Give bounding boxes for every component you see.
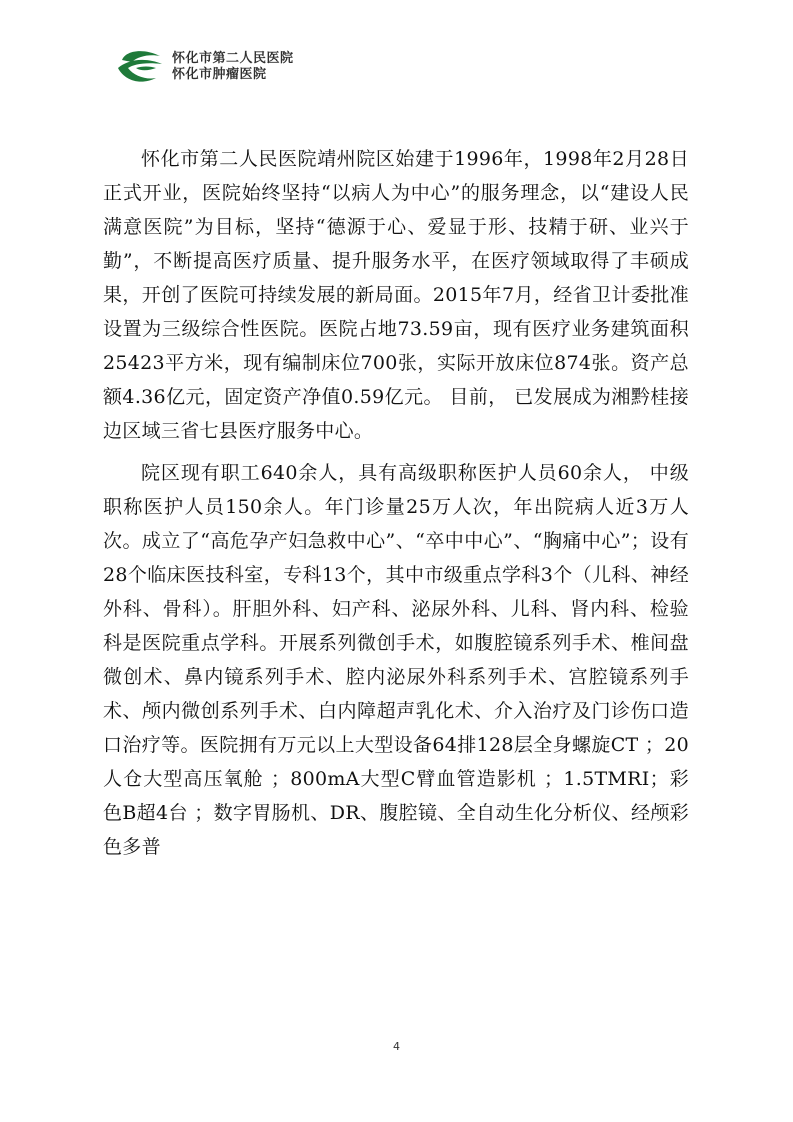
page-number: 4	[393, 1040, 400, 1053]
document-header	[116, 46, 294, 88]
hospital-name-primary: 怀化市第二人民医院	[172, 51, 294, 66]
hospital-name-secondary: 怀化市肿瘤医院	[172, 67, 267, 82]
paragraph-overview: 怀化市第二人民医院靖州院区始建于1996年，1998年2月28日正式开业，医院始终坚持“以病人为中心”的服务理念，以“建设人民满意医院”为目标，坚持“德源于心、爱显于形、技精于研、业兴于勤”，不断提高医疗质量、提升服务水平，在医疗领域取得了丰硕成果，开创了医院可持续发展的新局面。2015年7月，经省卫计委批准设置为三级综合性医院。医院占地73.59亩，现有医疗业务建筑面积25423平方米，现有编制床位700张，实际开放床位874张。资产总额4.36亿元，固定资产净值0.59亿元。 目前， 已发展成为湘黔桂接边区域三省七县医疗服务中心。	[103, 148, 689, 442]
paragraph-staff-and-equipment: 院区现有职工640余人，具有高级职称医护人员60余人， 中级职称医护人员150余人。年门诊量25万人次，年出院病人近3万人次。成立了“高危孕产妇急救中心”、“卒中中心”、“胸痛中心”；设有28个临床医技科室，专科13个，其中市级重点学科3个（儿科、神经外科、骨科）。肝胆外科、妇产科、泌尿外科、儿科、肾内科、检验科是医院重点学科。开展系列微创手术，如腹腔镜系列手术、椎间盘微创术、鼻内镜系列手术、腔内泌尿外科系列手术、宫腔镜系列手术、颅内微创系列手术、白内障超声乳化术、介入治疗及门诊伤口造口治疗等。医院拥有万元以上大型设备64排128层全身螺旋CT ；20人仓大型高压氧舱 ；800mA大型C臂血管造影机 ；1.5TMRI；彩色B超4台 ；数字胃肠机、DR、腹腔镜、全自动生化分析仪、经颅彩色多普	[103, 462, 689, 858]
hospital-logo-icon	[116, 46, 166, 88]
document-body	[103, 142, 689, 864]
hospital-names	[172, 51, 294, 83]
